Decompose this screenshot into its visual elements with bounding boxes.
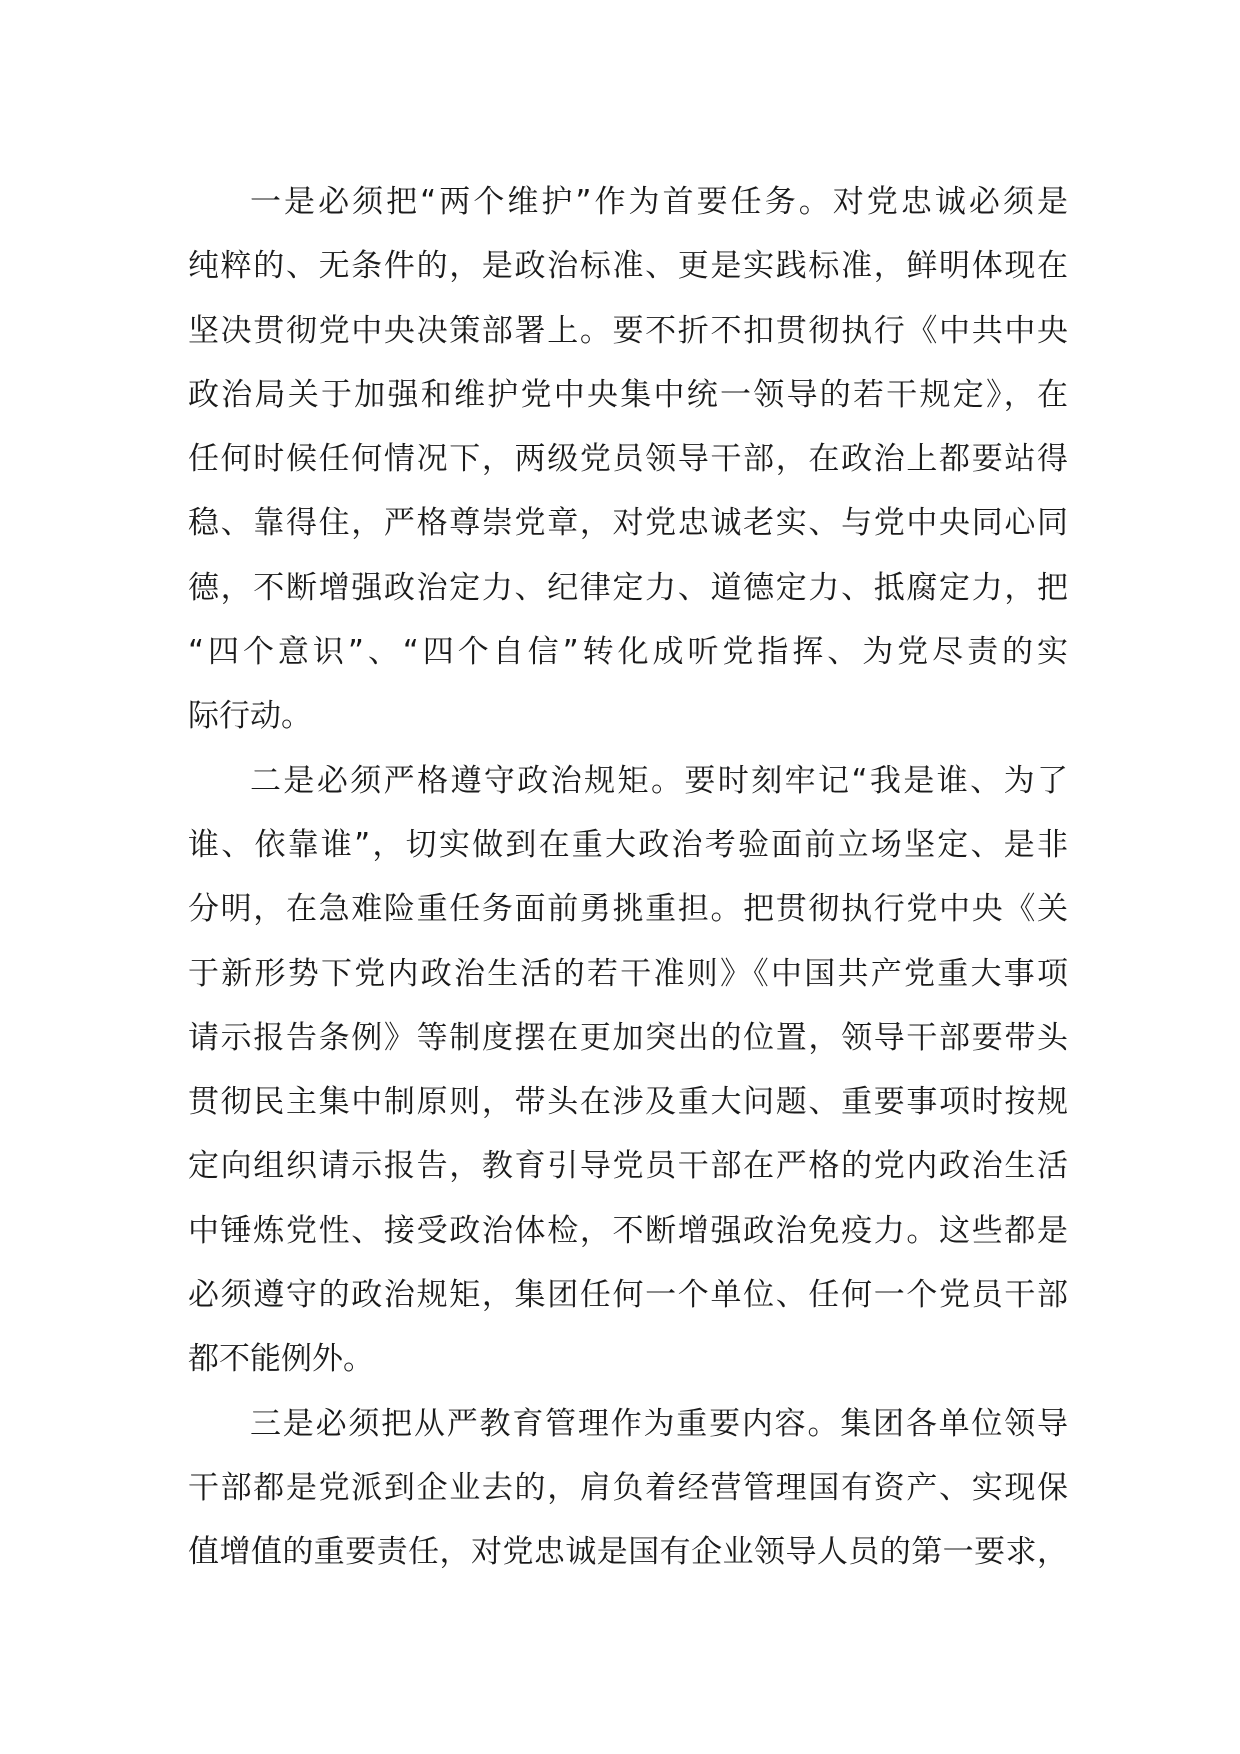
paragraph-1-line-2: 纯粹的、无条件的，是政治标准、更是实践标准，鲜明体现在 [188, 248, 1068, 285]
paragraph-2-line-6: 贯彻民主集中制原则，带头在涉及重大问题、重要事项时按规 [188, 1084, 1068, 1121]
paragraph-2-line-7: 定向组织请示报告，教育引导党员干部在严格的党内政治生活 [188, 1148, 1068, 1185]
paragraph-2-line-1: 二是必须严格遵守政治规矩。要时刻牢记“我是谁、为了 [250, 762, 1068, 799]
paragraph-1-line-6: 稳、靠得住，严格尊崇党章，对党忠诚老实、与党中央同心同 [188, 505, 1068, 542]
paragraph-2-line-2: 谁、依靠谁”，切实做到在重大政治考验面前立场坚定、是非 [188, 826, 1068, 863]
paragraph-3-line-2: 干部都是党派到企业去的，肩负着经营管理国有资产、实现保 [188, 1469, 1068, 1506]
paragraph-3-line-3: 值增值的重要责任，对党忠诚是国有企业领导人员的第一要求， [188, 1534, 1068, 1571]
paragraph-1-line-3: 坚决贯彻党中央决策部署上。要不折不扣贯彻执行《中共中央 [188, 312, 1068, 349]
paragraph-2-line-9: 必须遵守的政治规矩，集团任何一个单位、任何一个党员干部 [188, 1277, 1068, 1314]
paragraph-1-line-1: 一是必须把“两个维护”作为首要任务。对党忠诚必须是 [250, 184, 1068, 220]
paragraph-2-line-10: 都不能例外。 [188, 1341, 374, 1378]
paragraph-1-line-7: 德，不断增强政治定力、纪律定力、道德定力、抵腐定力，把 [188, 569, 1068, 606]
paragraph-2-line-5: 请示报告条例》等制度摆在更加突出的位置，领导干部要带头 [188, 1019, 1068, 1056]
paragraph-1-line-9: 际行动。 [188, 698, 312, 735]
paragraph-2-line-8: 中锤炼党性、接受政治体检，不断增强政治免疫力。这些都是 [188, 1212, 1068, 1249]
paragraph-1-line-5: 任何时候任何情况下，两级党员领导干部，在政治上都要站得 [188, 441, 1068, 478]
paragraph-2-line-3: 分明，在急难险重任务面前勇挑重担。把贯彻执行党中央《关 [188, 891, 1068, 928]
paragraph-3-line-1: 三是必须把从严教育管理作为重要内容。集团各单位领导 [250, 1405, 1068, 1442]
paragraph-1-line-4: 政治局关于加强和维护党中央集中统一领导的若干规定》，在 [188, 376, 1068, 413]
paragraph-1-line-8: “四个意识”、“四个自信”转化成听党指挥、为党尽责的实 [188, 634, 1068, 671]
document-body [188, 170, 1068, 1585]
paragraph-2-line-4: 于新形势下党内政治生活的若干准则》《中国共产党重大事项 [188, 955, 1068, 992]
